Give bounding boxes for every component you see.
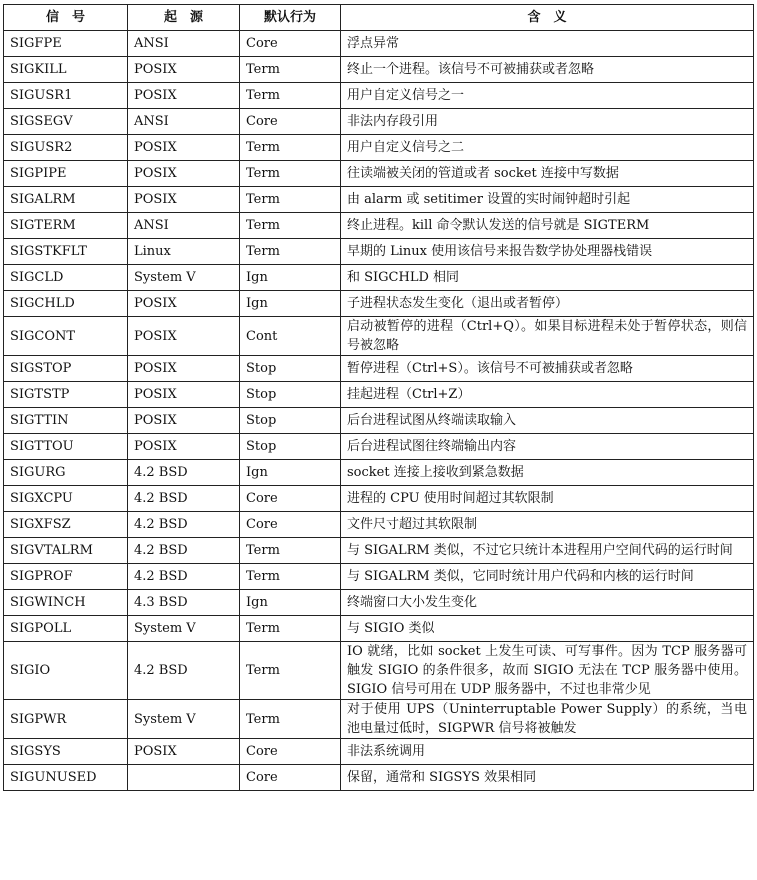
table-row	[4, 642, 754, 700]
signal-name-cell: SIGTTIN	[4, 408, 128, 434]
signal-origin-cell: ANSI	[128, 213, 240, 239]
header-meaning: 含 义	[341, 5, 754, 31]
header-default-action: 默认行为	[240, 5, 341, 31]
table-header	[4, 5, 754, 31]
table-row	[4, 31, 754, 57]
signal-default-action-cell: Ign	[240, 291, 341, 317]
signal-default-action-cell: Stop	[240, 434, 341, 460]
signal-name-cell: SIGTSTP	[4, 382, 128, 408]
signal-origin-cell: POSIX	[128, 317, 240, 356]
signal-default-action-cell: Term	[240, 700, 341, 739]
signal-default-action-cell: Stop	[240, 382, 341, 408]
signal-origin-cell: System V	[128, 616, 240, 642]
signal-meaning-cell: 终止一个进程。该信号不可被捕获或者忽略	[341, 57, 754, 83]
signal-origin-cell: POSIX	[128, 161, 240, 187]
signal-default-action-cell: Term	[240, 187, 341, 213]
table-row	[4, 765, 754, 791]
signal-default-action-cell: Core	[240, 486, 341, 512]
signal-origin-cell: 4.2 BSD	[128, 512, 240, 538]
signal-name-cell: SIGTERM	[4, 213, 128, 239]
table-row	[4, 590, 754, 616]
signal-meaning-cell: 子进程状态发生变化（退出或者暂停）	[341, 291, 754, 317]
signal-name-cell: SIGSYS	[4, 739, 128, 765]
signal-name-cell: SIGALRM	[4, 187, 128, 213]
header-row	[4, 5, 754, 31]
table-row	[4, 460, 754, 486]
signal-meaning-cell: 和 SIGCHLD 相同	[341, 265, 754, 291]
signal-meaning-cell: 保留，通常和 SIGSYS 效果相同	[341, 765, 754, 791]
signal-origin-cell: 4.2 BSD	[128, 642, 240, 700]
signal-meaning-cell: 往读端被关闭的管道或者 socket 连接中写数据	[341, 161, 754, 187]
signal-default-action-cell: Stop	[240, 408, 341, 434]
signal-name-cell: SIGVTALRM	[4, 538, 128, 564]
table-row	[4, 356, 754, 382]
signal-name-cell: SIGUNUSED	[4, 765, 128, 791]
signal-name-cell: SIGSTOP	[4, 356, 128, 382]
signal-meaning-cell: 与 SIGIO 类似	[341, 616, 754, 642]
signal-meaning-cell: 与 SIGALRM 类似，不过它只统计本进程用户空间代码的运行时间	[341, 538, 754, 564]
signal-origin-cell: POSIX	[128, 408, 240, 434]
signal-origin-cell: ANSI	[128, 31, 240, 57]
signal-origin-cell: POSIX	[128, 434, 240, 460]
signal-name-cell: SIGCLD	[4, 265, 128, 291]
table-row	[4, 161, 754, 187]
header-origin: 起 源	[128, 5, 240, 31]
signal-default-action-cell: Term	[240, 83, 341, 109]
table-row	[4, 265, 754, 291]
signal-origin-cell: ANSI	[128, 109, 240, 135]
signal-meaning-cell: 由 alarm 或 setitimer 设置的实时闹钟超时引起	[341, 187, 754, 213]
signal-table	[3, 4, 754, 791]
signal-name-cell: SIGUSR1	[4, 83, 128, 109]
table-row	[4, 291, 754, 317]
signal-meaning-cell: 浮点异常	[341, 31, 754, 57]
signal-default-action-cell: Core	[240, 31, 341, 57]
signal-name-cell: SIGCONT	[4, 317, 128, 356]
table-row	[4, 564, 754, 590]
signal-origin-cell: POSIX	[128, 356, 240, 382]
signal-origin-cell	[128, 765, 240, 791]
signal-default-action-cell: Stop	[240, 356, 341, 382]
table-row	[4, 57, 754, 83]
signal-origin-cell: POSIX	[128, 291, 240, 317]
header-signal: 信 号	[4, 5, 128, 31]
signal-meaning-cell: 早期的 Linux 使用该信号来报告数学协处理器栈错误	[341, 239, 754, 265]
signal-meaning-cell: 非法系统调用	[341, 739, 754, 765]
signal-default-action-cell: Core	[240, 765, 341, 791]
signal-default-action-cell: Ign	[240, 265, 341, 291]
signal-origin-cell: POSIX	[128, 57, 240, 83]
table-row	[4, 317, 754, 356]
signal-meaning-cell: 后台进程试图从终端读取输入	[341, 408, 754, 434]
signal-origin-cell: 4.2 BSD	[128, 460, 240, 486]
table-row	[4, 486, 754, 512]
table-row	[4, 512, 754, 538]
signal-default-action-cell: Term	[240, 642, 341, 700]
signal-name-cell: SIGUSR2	[4, 135, 128, 161]
table-row	[4, 135, 754, 161]
table-row	[4, 382, 754, 408]
signal-default-action-cell: Term	[240, 564, 341, 590]
signal-origin-cell: System V	[128, 700, 240, 739]
table-row	[4, 187, 754, 213]
signal-origin-cell: 4.3 BSD	[128, 590, 240, 616]
signal-default-action-cell: Term	[240, 57, 341, 83]
signal-name-cell: SIGFPE	[4, 31, 128, 57]
signal-meaning-cell: 启动被暂停的进程（Ctrl+Q）。如果目标进程未处于暂停状态，则信号被忽略	[341, 317, 754, 356]
table-row	[4, 616, 754, 642]
signal-meaning-cell: 终端窗口大小发生变化	[341, 590, 754, 616]
signal-name-cell: SIGTTOU	[4, 434, 128, 460]
table-row	[4, 434, 754, 460]
signal-meaning-cell: 暂停进程（Ctrl+S）。该信号不可被捕获或者忽略	[341, 356, 754, 382]
table-body	[4, 31, 754, 791]
table-row	[4, 83, 754, 109]
signal-name-cell: SIGWINCH	[4, 590, 128, 616]
signal-name-cell: SIGSTKFLT	[4, 239, 128, 265]
signal-default-action-cell: Term	[240, 213, 341, 239]
signal-origin-cell: 4.2 BSD	[128, 486, 240, 512]
signal-name-cell: SIGXFSZ	[4, 512, 128, 538]
signal-origin-cell: 4.2 BSD	[128, 564, 240, 590]
table-row	[4, 109, 754, 135]
signal-name-cell: SIGIO	[4, 642, 128, 700]
table-row	[4, 700, 754, 739]
signal-default-action-cell: Term	[240, 538, 341, 564]
signal-default-action-cell: Core	[240, 512, 341, 538]
signal-meaning-cell: 用户自定义信号之二	[341, 135, 754, 161]
signal-meaning-cell: 对于使用 UPS（Uninterruptable Power Supply）的系统，当电池电量过低时，SIGPWR 信号将被触发	[341, 700, 754, 739]
signal-name-cell: SIGXCPU	[4, 486, 128, 512]
signal-meaning-cell: IO 就绪，比如 socket 上发生可读、可写事件。因为 TCP 服务器可触发 SIGIO 的条件很多，故而 SIGIO 无法在 TCP 服务器中使用。SIGIO 信号可用在 UDP 服务器中，不过也非常少见	[341, 642, 754, 700]
signal-name-cell: SIGPWR	[4, 700, 128, 739]
table-row	[4, 239, 754, 265]
signal-meaning-cell: 后台进程试图往终端输出内容	[341, 434, 754, 460]
signal-origin-cell: Linux	[128, 239, 240, 265]
signal-default-action-cell: Term	[240, 135, 341, 161]
signal-meaning-cell: 非法内存段引用	[341, 109, 754, 135]
signal-origin-cell: POSIX	[128, 187, 240, 213]
signal-name-cell: SIGPOLL	[4, 616, 128, 642]
signal-default-action-cell: Ign	[240, 590, 341, 616]
signal-name-cell: SIGKILL	[4, 57, 128, 83]
signal-name-cell: SIGURG	[4, 460, 128, 486]
signal-origin-cell: 4.2 BSD	[128, 538, 240, 564]
signal-default-action-cell: Ign	[240, 460, 341, 486]
signal-meaning-cell: 与 SIGALRM 类似，它同时统计用户代码和内核的运行时间	[341, 564, 754, 590]
signal-origin-cell: System V	[128, 265, 240, 291]
table-row	[4, 213, 754, 239]
table-row	[4, 408, 754, 434]
signal-default-action-cell: Core	[240, 109, 341, 135]
signal-default-action-cell: Term	[240, 239, 341, 265]
signal-default-action-cell: Cont	[240, 317, 341, 356]
signal-default-action-cell: Core	[240, 739, 341, 765]
table-row	[4, 538, 754, 564]
signal-meaning-cell: 终止进程。kill 命令默认发送的信号就是 SIGTERM	[341, 213, 754, 239]
signal-default-action-cell: Term	[240, 616, 341, 642]
signal-meaning-cell: 挂起进程（Ctrl+Z）	[341, 382, 754, 408]
signal-origin-cell: POSIX	[128, 83, 240, 109]
signal-meaning-cell: socket 连接上接收到紧急数据	[341, 460, 754, 486]
signal-name-cell: SIGCHLD	[4, 291, 128, 317]
signal-origin-cell: POSIX	[128, 739, 240, 765]
table-row	[4, 739, 754, 765]
signal-name-cell: SIGPROF	[4, 564, 128, 590]
signal-meaning-cell: 进程的 CPU 使用时间超过其软限制	[341, 486, 754, 512]
signal-meaning-cell: 文件尺寸超过其软限制	[341, 512, 754, 538]
signal-meaning-cell: 用户自定义信号之一	[341, 83, 754, 109]
signal-name-cell: SIGSEGV	[4, 109, 128, 135]
signal-origin-cell: POSIX	[128, 135, 240, 161]
signal-name-cell: SIGPIPE	[4, 161, 128, 187]
signal-origin-cell: POSIX	[128, 382, 240, 408]
signal-default-action-cell: Term	[240, 161, 341, 187]
